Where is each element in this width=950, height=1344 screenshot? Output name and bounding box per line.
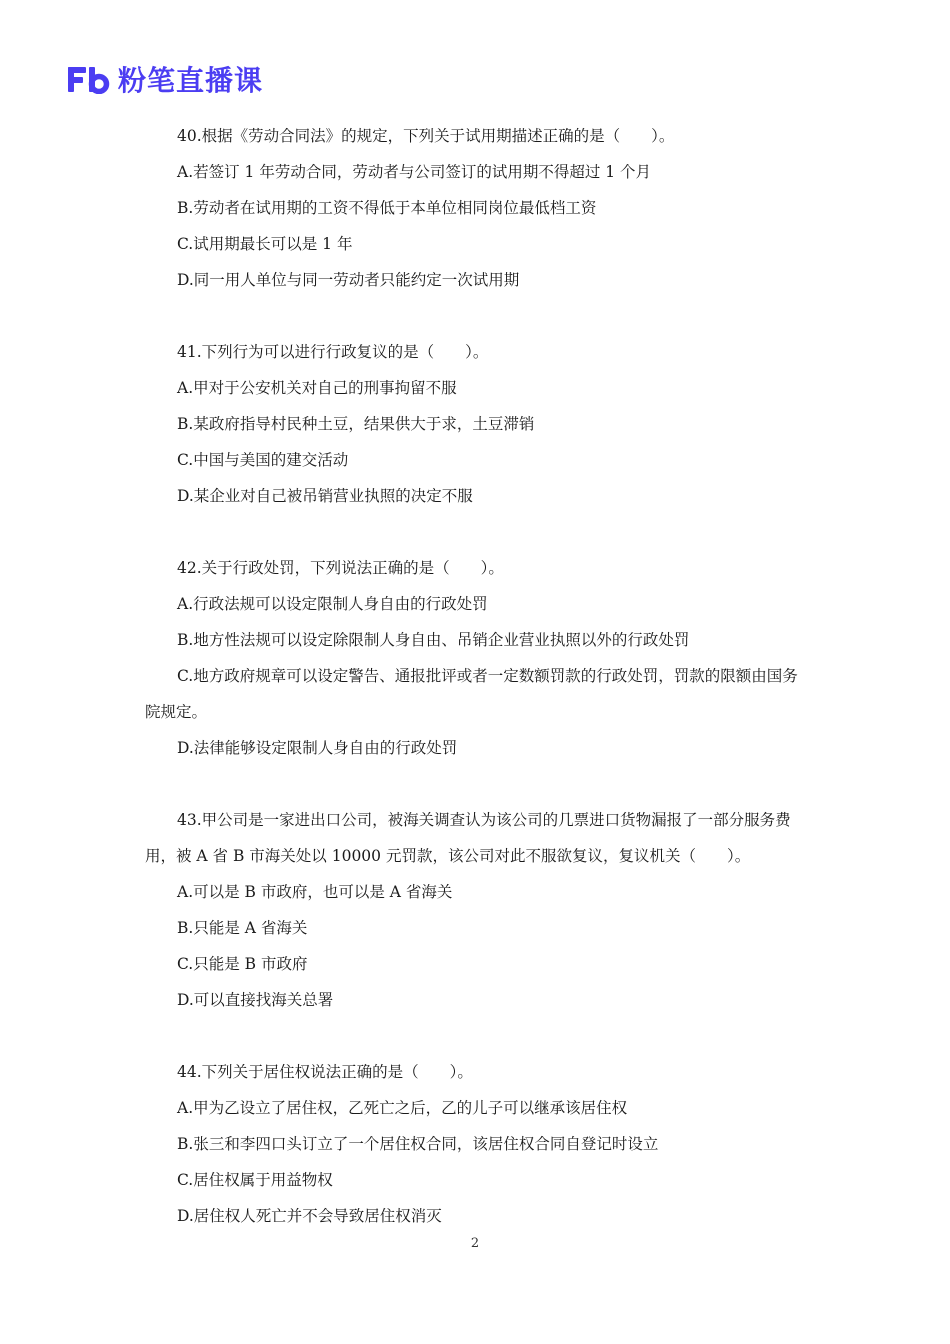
question-stem: 41.下列行为可以进行行政复议的是（ ）。 — [177, 343, 489, 361]
question-stem: 44.下列关于居住权说法正确的是（ ）。 — [177, 1063, 473, 1081]
option-d: D.可以直接找海关总署 — [177, 991, 334, 1009]
option-c: C.试用期最长可以是 1 年 — [177, 235, 353, 253]
option-d: D.某企业对自己被吊销营业执照的决定不服 — [177, 487, 473, 505]
option-c: C.只能是 B 市政府 — [177, 955, 308, 973]
option-a: A.行政法规可以设定限制人身自由的行政处罚 — [177, 595, 488, 613]
option-a: A.甲对于公安机关对自己的刑事拘留不服 — [177, 379, 457, 397]
option-a: A.若签订 1 年劳动合同，劳动者与公司签订的试用期不得超过 1 个月 — [177, 163, 652, 181]
question-40 — [145, 118, 810, 298]
option-c: C.中国与美国的建交活动 — [177, 451, 349, 469]
question-42 — [145, 550, 810, 766]
option-c: C.居住权属于用益物权 — [177, 1171, 333, 1189]
option-b: B.只能是 A 省海关 — [177, 919, 308, 937]
logo-text: 粉笔直播课 — [118, 64, 264, 97]
option-c: C.地方政府规章可以设定警告、通报批评或者一定数额罚款的行政处罚，罚款的限额由国务院规定。 — [145, 667, 798, 721]
option-b: B.劳动者在试用期的工资不得低于本单位相同岗位最低档工资 — [177, 199, 597, 217]
option-b: B.张三和李四口头订立了一个居住权合同，该居住权合同自登记时设立 — [177, 1135, 659, 1153]
question-stem: 40.根据《劳动合同法》的规定，下列关于试用期描述正确的是（ ）。 — [177, 127, 675, 145]
option-a: A.可以是 B 市政府，也可以是 A 省海关 — [177, 883, 453, 901]
page-number: 2 — [470, 1236, 480, 1251]
option-a: A.甲为乙设立了居住权，乙死亡之后，乙的儿子可以继承该居住权 — [177, 1099, 628, 1117]
question-44 — [145, 1054, 810, 1234]
option-d: D.法律能够设定限制人身自由的行政处罚 — [177, 739, 458, 757]
option-d: D.同一用人单位与同一劳动者只能约定一次试用期 — [177, 271, 520, 289]
option-b: B.地方性法规可以设定除限制人身自由、吊销企业营业执照以外的行政处罚 — [177, 631, 690, 649]
question-stem: 42.关于行政处罚，下列说法正确的是（ ）。 — [177, 559, 504, 577]
question-stem: 43.甲公司是一家进出口公司，被海关调查认为该公司的几票进口货物漏报了一部分服务费用，被 A 省 B 市海关处以 10000 元罚款，该公司对此不服欲复议，复议机关（ ）。 — [145, 811, 791, 865]
question-list — [145, 118, 810, 1270]
question-41 — [145, 334, 810, 514]
option-b: B.某政府指导村民种土豆，结果供大于求，土豆滞销 — [177, 415, 535, 433]
brand-logo — [66, 62, 263, 96]
question-43 — [145, 802, 810, 1018]
fb-logo-icon — [66, 64, 110, 94]
option-d: D.居住权人死亡并不会导致居住权消灭 — [177, 1207, 442, 1225]
